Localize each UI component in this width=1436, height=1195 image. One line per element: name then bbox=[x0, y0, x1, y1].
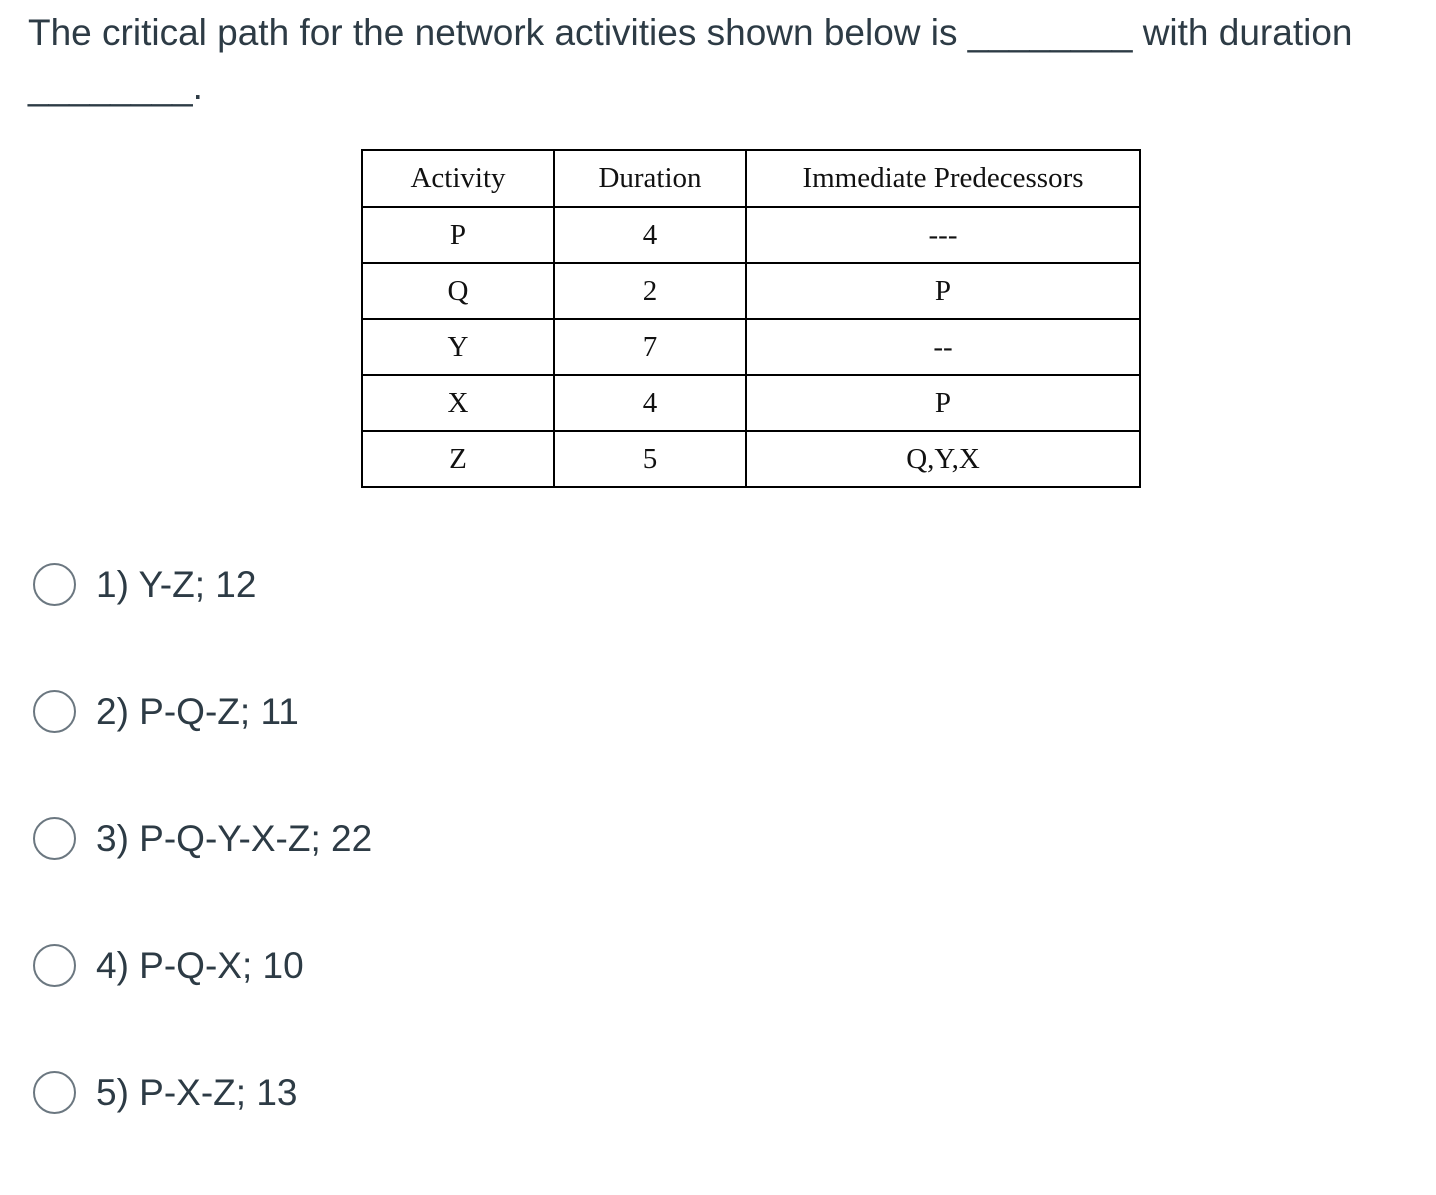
activity-table-container bbox=[361, 149, 1141, 488]
answer-options bbox=[33, 560, 372, 1195]
header-duration: Duration bbox=[554, 150, 746, 207]
radio-button[interactable] bbox=[33, 944, 76, 987]
option-label[interactable]: 4) P-Q-X; 10 bbox=[96, 945, 304, 986]
answer-option-3[interactable] bbox=[33, 814, 372, 941]
answer-option-4[interactable] bbox=[33, 941, 372, 1068]
question-text bbox=[28, 6, 1418, 114]
cell-duration: 4 bbox=[554, 375, 746, 431]
table-row bbox=[362, 263, 1140, 319]
cell-activity: Q bbox=[362, 263, 554, 319]
option-label[interactable]: 1) Y-Z; 12 bbox=[96, 564, 257, 605]
answer-option-5[interactable] bbox=[33, 1068, 372, 1195]
cell-predecessors: P bbox=[746, 375, 1140, 431]
header-predecessors: Immediate Predecessors bbox=[746, 150, 1140, 207]
cell-duration: 4 bbox=[554, 207, 746, 263]
answer-blank-1: ________ bbox=[967, 12, 1133, 53]
cell-duration: 2 bbox=[554, 263, 746, 319]
answer-blank-2: ________ bbox=[28, 66, 193, 107]
cell-activity: P bbox=[362, 207, 554, 263]
radio-button[interactable] bbox=[33, 563, 76, 606]
cell-predecessors: -- bbox=[746, 319, 1140, 375]
option-label[interactable]: 5) P-X-Z; 13 bbox=[96, 1072, 298, 1113]
table-header-row bbox=[362, 150, 1140, 207]
option-label[interactable]: 3) P-Q-Y-X-Z; 22 bbox=[96, 818, 373, 859]
question-text-before: The critical path for the network activities shown below is bbox=[28, 12, 968, 53]
cell-duration: 5 bbox=[554, 431, 746, 487]
cell-activity: Z bbox=[362, 431, 554, 487]
cell-predecessors: --- bbox=[746, 207, 1140, 263]
table-row bbox=[362, 207, 1140, 263]
option-label[interactable]: 2) P-Q-Z; 11 bbox=[96, 691, 299, 732]
answer-option-2[interactable] bbox=[33, 687, 372, 814]
answer-option-1[interactable] bbox=[33, 560, 372, 687]
table-row bbox=[362, 319, 1140, 375]
table-row bbox=[362, 431, 1140, 487]
cell-predecessors: P bbox=[746, 263, 1140, 319]
question-text-end: . bbox=[192, 66, 203, 107]
cell-activity: X bbox=[362, 375, 554, 431]
radio-button[interactable] bbox=[33, 690, 76, 733]
radio-button[interactable] bbox=[33, 817, 76, 860]
radio-button[interactable] bbox=[33, 1071, 76, 1114]
cell-activity: Y bbox=[362, 319, 554, 375]
cell-duration: 7 bbox=[554, 319, 746, 375]
header-activity: Activity bbox=[362, 150, 554, 207]
question-text-middle: with duration bbox=[1132, 12, 1353, 53]
activity-table bbox=[361, 149, 1141, 488]
cell-predecessors: Q,Y,X bbox=[746, 431, 1140, 487]
table-row bbox=[362, 375, 1140, 431]
